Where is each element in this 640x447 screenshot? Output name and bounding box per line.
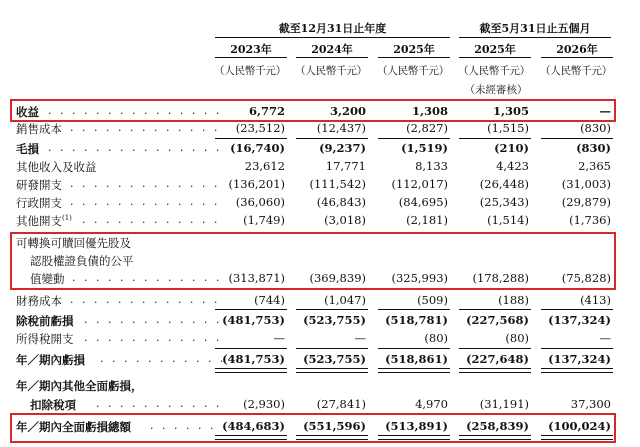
cell: (36,060): [235, 195, 285, 209]
leader-dots: . . . . . . . . . . . . .: [70, 177, 220, 190]
subtotal-rule: [296, 138, 368, 139]
cell: (178,288): [472, 271, 529, 285]
header-group-five-months: 截至5月31日止五個月: [479, 22, 591, 35]
unit-label: （人民幣千元）: [294, 65, 368, 77]
cell: (1,749): [243, 213, 285, 227]
year-header-rule: [378, 57, 450, 58]
cell: (80): [505, 331, 529, 345]
highlight-box-total-loss: [10, 413, 616, 443]
cell: (27,841): [316, 397, 366, 411]
cell: (325,993): [391, 271, 448, 285]
cell: (481,753): [222, 313, 285, 327]
leader-dots: . . . . . . . . . . .: [96, 397, 222, 410]
cell: (513,891): [385, 419, 448, 433]
subtotal-rule: [215, 138, 287, 139]
table-row-rnd-expenses: [0, 176, 640, 194]
leader-dots: . . . . . . . . . . . . . . .: [48, 104, 222, 117]
leader-dots: . . . . . . . . . . . . .: [70, 195, 220, 208]
cell: (1,514): [487, 213, 529, 227]
cell: 37,300: [570, 397, 611, 411]
footnote-marker: (1): [62, 214, 72, 223]
row-label: 年／期內其他全面虧損，: [16, 379, 143, 393]
cell: (551,596): [303, 419, 366, 433]
cell: (111,542): [309, 177, 366, 191]
cell: (744): [254, 293, 285, 307]
cell: (112,017): [391, 177, 448, 191]
table-row-loss-before-tax: [0, 312, 640, 330]
row-label: 毛損: [16, 142, 39, 156]
year-header-rule: [541, 57, 613, 58]
leader-dots: . . . . . . . . . . .: [100, 352, 226, 365]
cell: (523,755): [303, 313, 366, 327]
table-row-gross-loss: [0, 140, 640, 158]
year-header: 2025年: [393, 43, 435, 56]
subtotal-rule: [215, 348, 287, 349]
cell: (2,930): [243, 397, 285, 411]
leader-dots: . . . . . . . . . . . . .: [70, 293, 220, 306]
table-row-other-income: [0, 158, 640, 176]
table-row-income-tax: [0, 330, 640, 348]
leader-dots: . . . . . . . . . . . .: [84, 331, 222, 344]
cell: (26,448): [479, 177, 529, 191]
cell: (830): [576, 141, 611, 155]
row-label: 認股權證負債的公平: [30, 254, 134, 268]
subtotal-rule: [296, 348, 368, 349]
row-label: 行政開支: [16, 196, 62, 210]
cell: (1,515): [487, 121, 529, 135]
leader-dots: . . . . . . . . . . . .: [84, 313, 222, 326]
cell: (3,018): [324, 213, 366, 227]
cell: (100,024): [548, 419, 611, 433]
total-double-rule: [541, 368, 613, 373]
cell: (481,753): [222, 352, 285, 366]
year-header: 2024年: [311, 43, 353, 56]
total-double-rule: [378, 368, 450, 373]
cell: (16,740): [230, 141, 285, 155]
subtotal-rule: [378, 348, 450, 349]
year-header: 2026年: [556, 43, 598, 56]
cell: (523,755): [303, 352, 366, 366]
cell: (188): [498, 293, 529, 307]
cell: (227,568): [466, 313, 529, 327]
unit-label: （人民幣千元）: [539, 65, 613, 77]
year-header-rule: [296, 57, 368, 58]
highlight-box-revenue: [10, 99, 616, 122]
cell: (484,683): [222, 419, 285, 433]
cell: 2,365: [578, 159, 611, 173]
cell: (369,839): [309, 271, 366, 285]
cell: 17,771: [325, 159, 366, 173]
leader-dots: . . . . . . . . . . . . .: [70, 121, 220, 134]
cell: (2,181): [406, 213, 448, 227]
leader-dots: . . . . . .: [150, 419, 216, 432]
cell: (413): [580, 293, 611, 307]
table-row-cost-of-sales: [0, 120, 640, 138]
table-row-admin-expenses: [0, 194, 640, 212]
cell: (210): [494, 141, 529, 155]
cell: (75,828): [561, 271, 611, 285]
row-label: 除稅前虧損: [16, 314, 74, 328]
subtotal-rule: [378, 309, 450, 310]
row-label: 其他開支$^{(1)}$: [16, 214, 72, 228]
cell: (1,519): [401, 141, 448, 155]
unit-label: （人民幣千元）: [457, 65, 531, 77]
cell: 8,133: [415, 159, 448, 173]
header-group-rule: [459, 37, 611, 38]
row-label: 扣除稅項: [30, 398, 76, 412]
cell: 4,423: [496, 159, 529, 173]
total-double-rule: [459, 368, 531, 373]
cell: (25,343): [479, 195, 529, 209]
leader-dots: . . . . . . . . . . . . . . .: [48, 141, 222, 154]
row-label: 研發開支: [16, 178, 62, 192]
row-label: 年／期內虧損: [16, 353, 85, 367]
subtotal-rule: [459, 348, 531, 349]
cell: 6,772: [248, 104, 285, 118]
cell: 1,305: [492, 104, 529, 118]
cell: 4,970: [415, 397, 448, 411]
cell: (509): [417, 293, 448, 307]
cell: (2,827): [406, 121, 448, 135]
subtotal-rule: [541, 309, 613, 310]
row-label: 所得稅開支: [16, 332, 74, 346]
row-label: 年／期內全面虧損總額: [16, 420, 131, 434]
cell: 3,200: [329, 104, 366, 118]
cell: (1,736): [569, 213, 611, 227]
year-header-rule: [459, 57, 531, 58]
subtotal-rule: [459, 309, 531, 310]
subtotal-rule: [541, 348, 613, 349]
cell: (31,003): [561, 177, 611, 191]
cell: —: [599, 331, 611, 345]
cell: (518,861): [385, 352, 448, 366]
cell: —: [599, 104, 611, 118]
year-header-rule: [215, 57, 287, 58]
cell: (1,047): [324, 293, 366, 307]
cell: (84,695): [398, 195, 448, 209]
cell: (518,781): [385, 313, 448, 327]
unit-label: （人民幣千元）: [376, 65, 450, 77]
cell: (80): [424, 331, 448, 345]
cell: (29,879): [561, 195, 611, 209]
row-label: 其他收入及收益: [16, 160, 97, 174]
total-double-rule: [215, 368, 287, 373]
cell: (830): [580, 121, 611, 135]
header-group-rule: [215, 37, 450, 38]
cell: (313,871): [228, 271, 285, 285]
cell: (12,437): [316, 121, 366, 135]
unit-label: （人民幣千元）: [213, 65, 287, 77]
leader-dots: . . . . . . . . . . . . .: [72, 271, 222, 284]
table-row-finance-costs: [0, 292, 640, 310]
table-row-other-expenses: [0, 212, 640, 230]
cell: —: [273, 331, 285, 345]
unaudited-label: （未經審核）: [464, 84, 528, 96]
cell: 1,308: [411, 104, 448, 118]
cell: (227,648): [466, 352, 529, 366]
cell: (136,201): [228, 177, 285, 191]
cell: (9,237): [319, 141, 366, 155]
row-label: 值變動: [30, 272, 65, 286]
subtotal-rule: [296, 309, 368, 310]
row-label: 銷售成本: [16, 122, 62, 136]
cell: —: [354, 331, 366, 345]
subtotal-rule: [459, 138, 531, 139]
total-double-rule: [296, 368, 368, 373]
table-row-other-comprehensive-loss: [0, 396, 640, 414]
subtotal-rule: [378, 138, 450, 139]
highlight-box-fair-value: [10, 232, 616, 290]
cell: (258,839): [466, 419, 529, 433]
header-group-year-ended: 截至12月31日止年度: [278, 22, 387, 35]
subtotal-rule: [215, 309, 287, 310]
cell: (46,843): [316, 195, 366, 209]
cell: 23,612: [244, 159, 285, 173]
cell: (23,512): [235, 121, 285, 135]
cell: (137,324): [548, 313, 611, 327]
year-header: 2025年: [474, 43, 516, 56]
table-row-loss-for-period: [0, 351, 640, 369]
row-label: 財務成本: [16, 294, 62, 308]
cell: (137,324): [548, 352, 611, 366]
year-header: 2023年: [230, 43, 272, 56]
row-label: 收益: [16, 105, 39, 119]
subtotal-rule: [541, 138, 613, 139]
leader-dots: . . . . . . . . . . . .: [82, 213, 220, 226]
cell: (31,191): [479, 397, 529, 411]
row-label: 可轉換可贖回優先股及: [16, 236, 131, 250]
